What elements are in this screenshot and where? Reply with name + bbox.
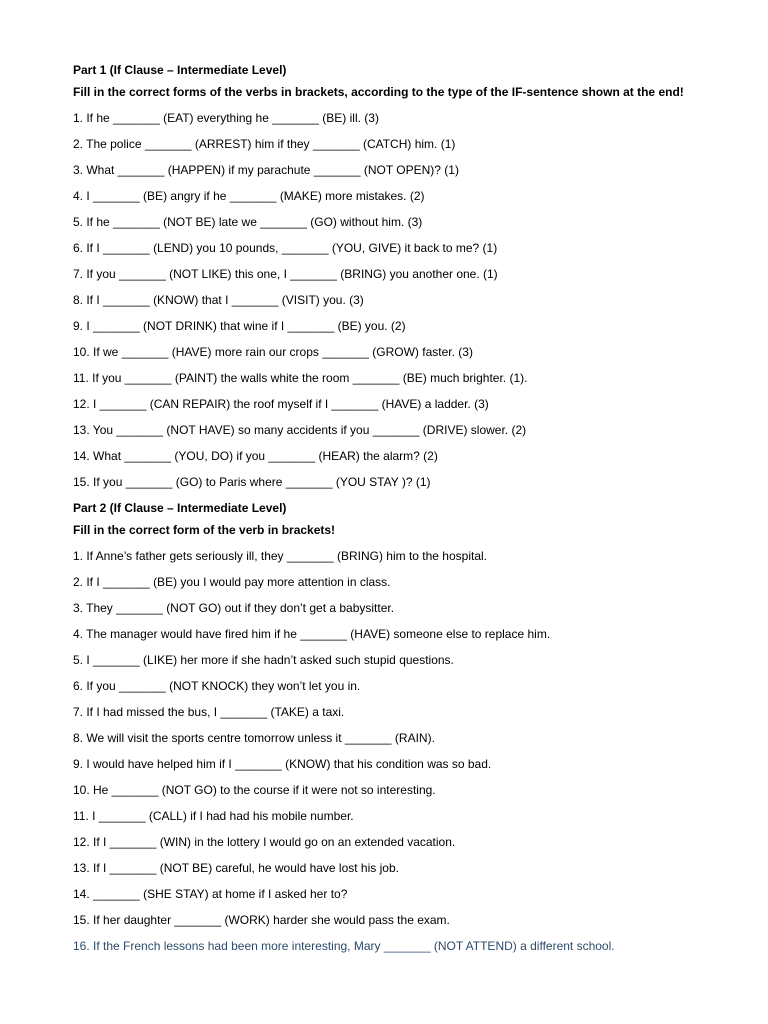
part1-title: Part 1 (If Clause – Intermediate Level) <box>73 63 287 77</box>
part1-item-2: 2. The police _______ (ARREST) him if they _______ (CATCH) him. (1) <box>73 137 456 151</box>
part2-item-16: 16. If the French lessons had been more interesting, Mary _______ (NOT ATTEND) a different school. <box>73 939 615 953</box>
part2-item-2: 2. If I _______ (BE) you I would pay more attention in class. <box>73 575 391 589</box>
part2-item-8: 8. We will visit the sports centre tomorrow unless it _______ (RAIN). <box>73 731 435 745</box>
part2-item-4: 4. The manager would have fired him if he _______ (HAVE) someone else to replace him. <box>73 627 551 641</box>
part2-item-7: 7. If I had missed the bus, I _______ (TAKE) a taxi. <box>73 705 345 719</box>
part2-item-9: 9. I would have helped him if I _______ (KNOW) that his condition was so bad. <box>73 757 492 771</box>
part1-item-13: 13. You _______ (NOT HAVE) so many accidents if you _______ (DRIVE) slower. (2) <box>73 423 527 437</box>
part2-item-11: 11. I _______ (CALL) if I had had his mobile number. <box>73 809 354 823</box>
part2-item-1: 1. If Anne’s father gets seriously ill, they _______ (BRING) him to the hospital. <box>73 549 487 563</box>
part2-item-14: 14. _______ (SHE STAY) at home if I asked her to? <box>73 887 348 901</box>
part1-item-6: 6. If I _______ (LEND) you 10 pounds, _______ (YOU, GIVE) it back to me? (1) <box>73 241 498 255</box>
part1-item-11: 11. If you _______ (PAINT) the walls white the room _______ (BE) much brighter. (1). <box>73 371 528 385</box>
part1-instruction: Fill in the correct forms of the verbs in brackets, according to the type of the IF-sentence shown at the end! <box>73 85 684 99</box>
part2-title: Part 2 (If Clause – Intermediate Level) <box>73 501 287 515</box>
part1-item-1: 1. If he _______ (EAT) everything he _______ (BE) ill. (3) <box>73 111 379 125</box>
part2-instruction: Fill in the correct form of the verb in brackets! <box>73 523 336 537</box>
part2-item-3: 3. They _______ (NOT GO) out if they don’t get a babysitter. <box>73 601 395 615</box>
part1-item-3: 3. What _______ (HAPPEN) if my parachute _______ (NOT OPEN)? (1) <box>73 163 459 177</box>
worksheet-page <box>73 62 753 954</box>
part1-item-5: 5. If he _______ (NOT BE) late we _______ (GO) without him. (3) <box>73 215 423 229</box>
part1-item-7: 7. If you _______ (NOT LIKE) this one, I _______ (BRING) you another one. (1) <box>73 267 498 281</box>
part1-item-9: 9. I _______ (NOT DRINK) that wine if I _______ (BE) you. (2) <box>73 319 406 333</box>
part1-item-8: 8. If I _______ (KNOW) that I _______ (VISIT) you. (3) <box>73 293 364 307</box>
part2-item-12: 12. If I _______ (WIN) in the lottery I would go on an extended vacation. <box>73 835 456 849</box>
part2-item-5: 5. I _______ (LIKE) her more if she hadn’t asked such stupid questions. <box>73 653 454 667</box>
part2-item-6: 6. If you _______ (NOT KNOCK) they won’t let you in. <box>73 679 361 693</box>
part1-item-15: 15. If you _______ (GO) to Paris where _______ (YOU STAY )? (1) <box>73 475 431 489</box>
part2-item-13: 13. If I _______ (NOT BE) careful, he would have lost his job. <box>73 861 399 875</box>
part2-item-10: 10. He _______ (NOT GO) to the course if it were not so interesting. <box>73 783 436 797</box>
part1-item-10: 10. If we _______ (HAVE) more rain our crops _______ (GROW) faster. (3) <box>73 345 473 359</box>
part1-item-14: 14. What _______ (YOU, DO) if you _______ (HEAR) the alarm? (2) <box>73 449 438 463</box>
part1-item-4: 4. I _______ (BE) angry if he _______ (MAKE) more mistakes. (2) <box>73 189 425 203</box>
part2-item-15: 15. If her daughter _______ (WORK) harder she would pass the exam. <box>73 913 450 927</box>
part1-item-12: 12. I _______ (CAN REPAIR) the roof myself if I _______ (HAVE) a ladder. (3) <box>73 397 489 411</box>
